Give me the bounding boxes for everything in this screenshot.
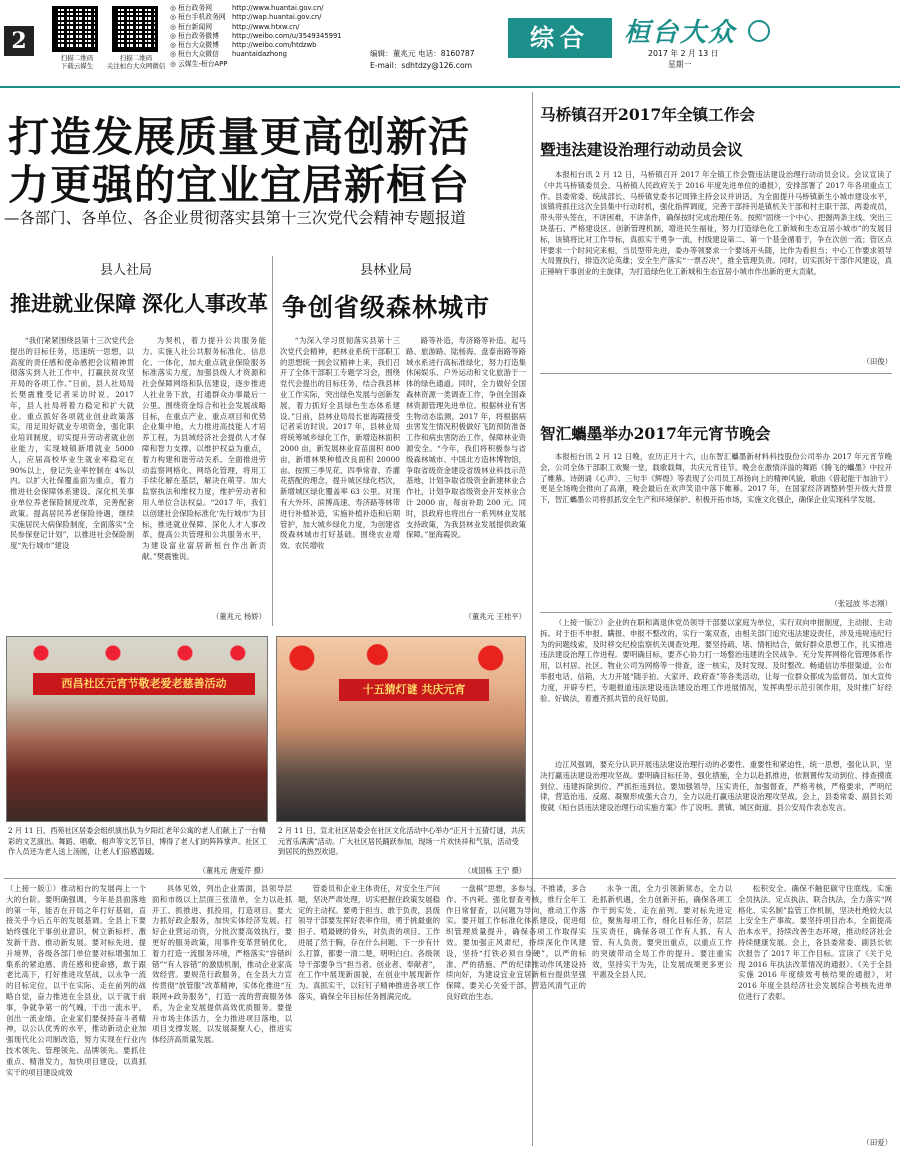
article-divider <box>540 612 892 613</box>
bottom-col-4: 一盘棋”思想，多参与、不推诿，多合作、不内耗。强化督查考核，推行全年工作日常督查，以问题为导向，推动工作落实。要开展工作标准化体系建设，促进组织管理质量提升，确保各项工作取得实效。要加强正风肃纪，持续深化作风建设，坚持“打铁必须自身硬”，以严的标准、严的措施、严的纪律推动作风建设持续向好，为建设宜业宜居新桓台提供坚强保障。要关心关爱干部，营造风清气正的良好政治生态。 <box>446 884 586 1001</box>
site-row[interactable]: ◎ 桓台政务网 http://www.huantai.gov.cn/ <box>170 4 324 12</box>
qr-caption-app: 扫描二维码 下载云媒生 <box>60 54 94 70</box>
editor-info: 编辑：董兆元 电话：8160787 E-mail：sdhtdzy@126.com <box>370 49 475 70</box>
caption-photo2: 2 月 11 日，宣北社区居委会在社区文化活动中心举办“正月十五猜灯谜，共庆元宵乐满满”活动。广大社区居民踊跃参加，现场一片欢快祥和气氛，活动受到居民的热烈欢迎。 <box>278 826 526 856</box>
bottom-col-5: 永争一流，全力引领新常态，全力以赴抓新机遇，全力创新开拓，确保各项工作干到实处、走在前列。要对标先进定位，聚焦每项工作，细化目标任务，层层压实责任，确保各项工作有人抓、有人管、有人负责。要突出重点，以重点工作的突破带动全局工作的提升。要注重实效，坚持实干为先，让发展成果更多更公平惠及全县人民。 <box>592 884 732 980</box>
head-employment: 推进就业保障 <box>10 291 136 316</box>
site-row[interactable]: ◎ 云媒生-桓台APP <box>170 59 228 68</box>
photo2-lanterns <box>283 641 519 675</box>
article3-body-a: （上接一版②）企业的在职和离退休党员领导干部要以家庭为单位，实行双向申报制度，主动报、主动拆。对于拒不申报、瞒报、申报不整改的，实行一案双查，由相关部门追究违法建设责任，涉及违规违纪行为的问题线索，及时移交纪检监察机关调查处理。要坚持疏、堵、情相结合，做好群众思想工作，扎实推进违法建设治理工作进程。要明确目标，要齐心协力打一场整治违建的全民战争。充分发挥网格化管理体系作用，以村居、社区、物业公司为网格等一排查，逐一核实，及时发现、及时整改。畅通信访举报渠道，公布举报电话、信箱，大力开展“随手拍、大家评、政府查”等各类活动，让每一位群众都成为监督员。加大宣传力度，开辟专栏，专题报道违法建设违法建设治理工作进展情况，发挥典型示范引领作用，及时推广好经验、好做法，着遵齐抓共管的良好局面。 <box>540 618 892 703</box>
byline-forestry: （董兆元 王桂平） <box>464 612 526 621</box>
article-hrss-col-b: 为契机，着力提升公共服务能力。实施人社公共服务标准化、信息化、一体化，加大重点就业保险服务标准落实力度。加强县级人才资源和社会保障网络和队伍建设，逐步推进人社业务下放，打通群众办事最后一公里。围绕资金综合和社会发展战略目标，在重点产业、重点项目和优势企业集中地，大力推进高技能人才培养工程，为县域经济社会提供人才保障和智力支撑。以维护权益为重点，着力构建和谐劳动关系。全面推进劳动监察网格化、网络化管理，将用工手续化解在基层，解决在萌芽。加大监察执法和维权力度，维护劳动者和用人单位合法权益。“2017 年，我们以创建社会保险标准化‘先行城市’为目标，推进就业保障、深化人才人事改革，提高公共管理和公共服务水平，为建设富业富居新桓台作出新贡献。”樊震雅说。 <box>142 336 266 561</box>
masthead-logo: 桓台大众 <box>624 18 737 48</box>
article-hrss-col-a: “我们紧紧围绕县第十三次党代会提出的目标任务，迅速统一思想，以高度的责任感和使命感把会议精神贯彻落实到人社工作中，打赢扶贫攻坚开局的各项工作。”日前，县人社局局长樊震雅受记者采访时说。2017 年，县人社局将着力稳定和扩大就业。重点抓好各项就业创业政策落实，用足用好就业专项资金，强化职业培训制度，切实提升劳动者就业创业能力，实现城镇新增就业 5000 人，应届高校毕业生就业率稳定在 90%以上，登记失业率控制在 4%以内。以扩大社保覆盖面为重点，着力推进社会保障体系建设。深化机关事业单位养老保险制度改革，完善配套政策。提高居民养老保险待遇，继续实施居民大病保险制度，全面落实“全民参保登记计划”，以推进社会保险制度“先行城市”建设 <box>10 336 134 551</box>
column-divider <box>272 256 273 626</box>
article-divider <box>540 373 892 374</box>
site-list <box>170 4 370 69</box>
article1-title-line2: 暨违法建设治理行动动员会议 <box>540 140 743 159</box>
bottom-byline: （田爱） <box>862 1138 892 1147</box>
bottom-col-6: 松积安全、确保不触犯碳守住底线。实施全员执法、定点执法、联合执法，全力落实“网格化、实名制”监管工作机制，坚决杜绝较大以上安全生产事故。要坚持项目治本，全面提高治本水平，持续改善生态环境，推动经济社会持续健康发展。会上，各县委常委、副县长依次报告了 2017 年工作目标。宣读了《关于兑现 2016 年执法改革情况的通报》、《关于全县实施 2016 年度绩效考核结果的通报》，对 2016 年度全县经济社会发展综合考核先进单位进行了表彰。 <box>738 884 892 1001</box>
photo-lantern-riddles <box>276 636 526 822</box>
site-row[interactable]: ◎ 桓台大众微博 http://weibo.com/htdzwb <box>170 41 317 50</box>
qr-code-app[interactable] <box>52 6 98 52</box>
article2-body: 本报桓台讯 2 月 12 日晚，农历正月十六，山东智汇蠵墨新材料科技股份公司举办 2017 年元宵节晚会，公司全体干部职工欢聚一堂，载歌载舞，共庆元宵佳节。晚会在激情洋溢的舞蹈《腾飞的蠵墨》中拉开了帷幕。诗朗诵《心声》、三句半《辉煌》等表现了公司员工昂扬向上的精神风貌，歌曲《借起能干加油干》更是全场晚会推向了高潮，晚会最后在欢声笑语中落下帷幕。2017 年，在国家经济调整转型升级大背景下，智汇蠵墨公司将抓抓安全生产和环境保护、积极开拓市场，实施文化强企，确保企业实现科学发展。 <box>540 452 892 505</box>
byline-hrss: （董兆元 杨娇） <box>211 612 266 621</box>
qr-caption-wechat: 扫描二维码 关注桓台大众网微信 <box>106 54 166 70</box>
article1-byline: （田俊） <box>862 357 892 366</box>
article-forestry-col-a: “为深入学习贯彻落实县第十三次党代会精神，把林业系统干部职工的思想统一到会议精神上来，我们召开了全体干部职工专题学习会，围绕党代会提出的目标任务，结合我县林业工作实际，突出绿色发展与创新发展，着力抓好全县绿色生态体系建设。”日前，县林业局局长崔海霞接受记者采访时说。2017 年，县林业局将统筹城乡绿化工作，新增造林面积 2000 亩，新发展林业育苗面积 800 亩，新增林果种植改良面积 20000 亩。按照三季见花、四季常青、乔灌花搭配的理念，提升城区绿化档次，新增城区绿化覆盖率 63 公里。对现有大外环、滨博高速、寿济路等林带进行补植补造，实施补植补造和后期管护，加大城乡绿化力度，为创建省级森林城市打好基础。围绕农业增效、农民增收 <box>280 336 400 551</box>
article2-byline: （张冠波 毕志刚） <box>830 599 892 608</box>
unit-label-forestry: 县林业局 <box>360 263 413 278</box>
lead-title-line1: 打造发展质量更高创新活 <box>8 113 470 161</box>
lead-subtitle: —各部门、各单位、各企业贯彻落实县第十三次党代会精神专题报道 <box>4 209 466 227</box>
bottom-col-3: 管委员和企业主体责任，对安全生产问题，坚决严肃处理，切实把握住政策发展稳定的主动权。要勇于担当、敢于负责，县级领导干部要发挥好表率作用，勇于挑最重的担子、啃最硬的骨头，对负责的项目、工作进展了然于胸，存在什么问题、下一步有什么打算，都要一清二楚，明明白白。各级领导干部要争当“担当者、创业者、奉献者”，在工作中展现新面貌，在创业中展现新作为。真抓实干，以钉钉子精神推进各项工作落实，确保全年目标任务圆满完成。 <box>298 884 440 1001</box>
bottom-band-rule <box>4 878 896 879</box>
article1-body: 本报桓台讯 2 月 12 日，马桥镇召开 2017 年全镇工作会暨违法建设治理行动动员会议。会议宣读了《中共马桥镇委员会、马桥镇人民政府关于 2016 年度先进单位的通报》，安排部署了 2017 年各项重点工作。县委常委、统战部长、马桥镇党委书记周锋主持会议并讲话。为全面提升马桥镇新生小城市建设水平，该镇将抓住这次全县集中行动时机，强化指挥调度，完善干部持刊是镇机关干部和村主职干部、两委成员，带头带头签在，不讲困难，不讲条件，确保按时完成治理任务。按照“固绕一个中心、把握两条主线、突出三块基石、严格建设区、创新管理机制，增进民生福祉，努力打造绿色化工新城和生态宜居小城市”的发展目标，该镇将比对工作导标，真抓实干勇争一流，村级建设第二、第一个基金循着于，争在次创一流；管区点评要求一个时间完来相，当员型带先进，委办等领要求一个要场开头随，比作为看担当；中心工作要求领导大局置执行，排造次论英雄；安全生产落实“一票否决”，推全管理负责。同时，切实抓好干部作风建设，真正锤响干事创业的主旋律，为打造绿色化工新城和生态宜居小城市作出新的更大贡献。 <box>540 170 892 277</box>
head-forest-city: 争创省级森林城市 <box>282 293 491 322</box>
bottom-col-1: （上接一版①）推动桓台的发展再上一个大的台阶。要明确强调，今年是县面落地的第一年，能否在开局之年打好基础，直接关乎今后五年的发展基调。全县上下要始终强化干事创业意识，树立新标杆、激发新干劲、推动新发展。要对标先进、提升境界，各级各部门单位要对标增强加工集系的紧迫感、责任感和使命感，敢于跟老比高下，打好推进攻坚战，以永争一流的目标定位，以干在实际、走在前列的战略自觉，奋力推进在全县业，以干就干前事，争就争第一的气魄，干出一流水平，创出一流业绩。企业家们要保持奋斗者精神，以公认优秀的水平，推动新动企业加强现代化公司制改造，努力实现在行业内技术领先、管理领先、品牌领先。要抓住重点、精准发力，加快项目建设，以真抓实干的项目建设成效 <box>6 884 146 1077</box>
issue-date: 2017 年 2 月 13 日 星期一 <box>648 49 719 69</box>
site-row[interactable]: ◎ 桓台政务微博 http://weibo.com/u/3549345991 <box>170 31 342 40</box>
article2-title: 智汇蠵墨举办2017年元宵节晚会 <box>540 424 771 443</box>
photo1-banner: 西昌社区元宵节敬老爱老慈善活动 <box>33 673 255 695</box>
photo1-lanterns <box>17 643 257 663</box>
lead-title-line2: 力更强的宜业宜居新桓台 <box>8 161 470 209</box>
qr-code-wechat[interactable] <box>112 6 158 52</box>
head-personnel: 深化人事改革 <box>142 291 268 316</box>
unit-label-hrss: 县人社局 <box>100 263 153 278</box>
article3-body-b: 边江风强调，要充分认识开展违法建设治理行动的必要性、重要性和紧迫性，统一思想，强化认识，坚决打赢违法建设治理攻坚战。要明确目标任务，强化措施，全力以赴抓推进，依割置传发动到位、排查摸底到位、违建拆除到位、严抓拒违到位。要加强领导，压实责任，加强督查，严格考核，严格要求，严明纪律，营造治违、反腐、凝聚形成强大合力，全力以赴打赢违法建设治理攻坚战。会上，县委常委、副县长刘俊就《桓台县违法建设治理行动实施方案》作了说明。黄镇、城区街道、县公安局作表态发言。 <box>540 760 892 813</box>
header-rule <box>0 86 900 88</box>
site-row[interactable]: ◎ 桓台新闻网 http://www.htxw.cn/ <box>170 22 300 31</box>
site-row[interactable]: ◎ 桓台手机政务网 http://wap.huantai.gov.cn/ <box>170 13 322 22</box>
photo-elderly-performance <box>6 636 268 822</box>
byline-photo1: （董兆元 唐爱芹 摄） <box>198 866 268 875</box>
photo2-banner: 十五猜灯谜 共庆元宵 <box>339 679 489 701</box>
bottom-col-2: 具体见效，列出企业需面，县领导层面和市级以上层面三张清单，全力以赴抓开工、抓推进、抓投用，打造项目。要大力抓好政企服务，加快实体经济发展。打好企业营运动资，分批次要高效执行，要更好的服务政策，用事件变革营销优化，着力打造一流服务环境，严格落实“容错纠错”“有人容错”的激励机制，推动企业家高效经营。要规范行政服务，在全县大力宣传贯彻“放管服”改革精神，实体化推进“互联网+政务服务”，打造一流的营商服务体系，为企业发展提供高效优质服务。要提升市场主体活力，全力推进项目落地，以项目支撑发展，以发展凝聚人心，推进实体经济高质量发展。 <box>152 884 292 1045</box>
section-tab: 综合 <box>508 18 612 58</box>
caption-photo1: 2 月 11 日，西苑社区居委会组织演出队为夕阳红老年公寓的老人们献上了一台精彩的文艺演出。舞蹈、唱歌、相声等文艺节目，博得了老人们的阵阵掌声。社区工作人员还为老人送上汤圆，让老人们倍感温暖。 <box>8 826 267 856</box>
page-number-box: 2 <box>4 26 34 56</box>
article1-title-line1: 马桥镇召开2017年全镇工作会 <box>540 105 755 124</box>
byline-photo2: （成国栋 王宁 摄） <box>463 866 526 875</box>
masthead-mark <box>748 20 770 42</box>
article-forestry-col-b: 路等补造，寿济路等补造。起马路、旅游路、陆杨海、盘泰南路等路域水系进行高标准绿化，努力打造集休闲娱乐、户外运动和文化旅游于一体的绿色通道。同时，全力做好全国森林资源一类调查工作，争创全国森林资源管理先进单位。根据林业有害生物动态监测，2017 年，将根据病虫害发生情况积极做好飞防预防准备工作和病虫害防治工作，保障林业资源安全。“今年，我们将积极参与省级森林城市、中国北方造林博物馆，争取省级资金建设省级林业科技示范基地，计划争取省级资金新建林业合作社，计划争取省级资金开发林业合计 2000 亩，每亩补助 200 元。同时，县政府也将出台一系列林业发展支持政策，为我县林业发展提供政策保障。”崔海霞说。 <box>406 336 526 540</box>
site-row[interactable]: ◎ 桓台大众微信 huantaidazhong <box>170 50 287 59</box>
